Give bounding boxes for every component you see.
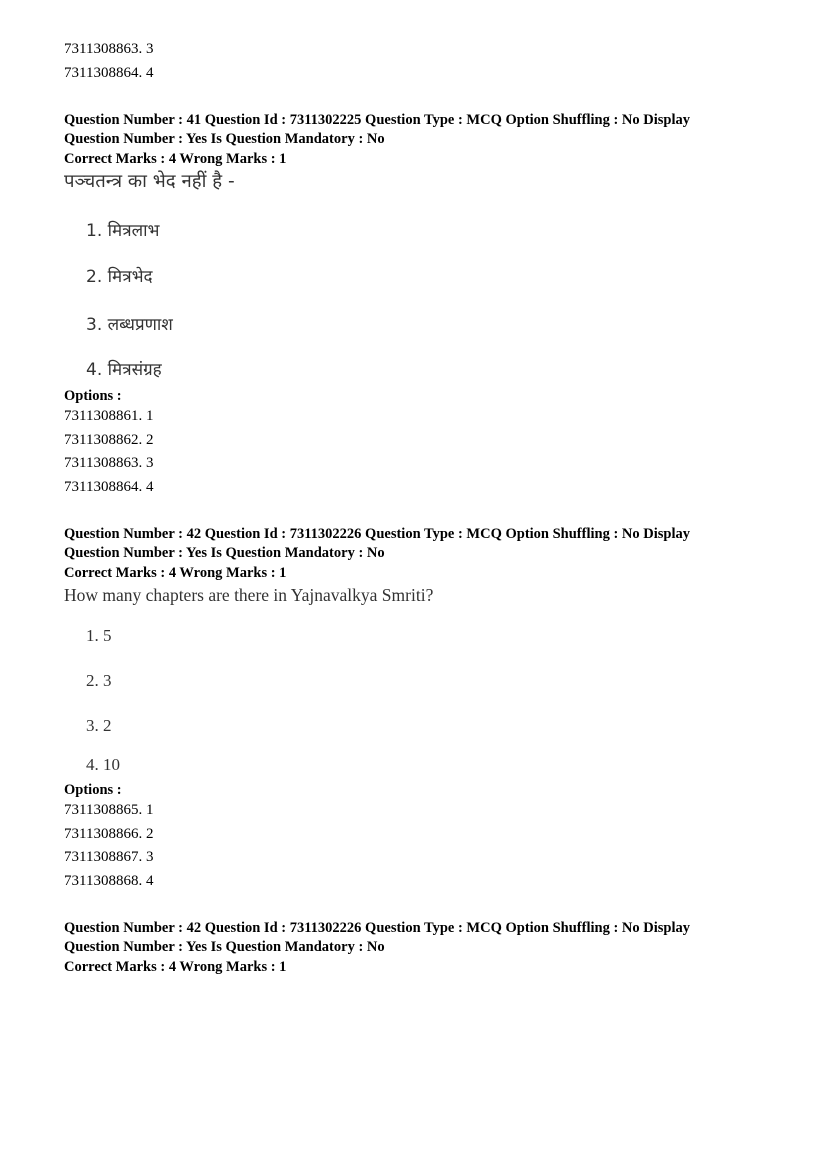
question-image — [64, 169, 784, 385]
question-42-block — [64, 525, 784, 893]
choice-3: 3. 2 — [86, 715, 112, 735]
marks-line: Correct Marks : 4 Wrong Marks : 1 — [64, 565, 287, 581]
question-42b-block — [64, 919, 784, 977]
previous-options — [64, 38, 784, 85]
question-text: पञ्चतन्त्र का भेद नहीं है - — [64, 170, 235, 192]
choice-1: 1. मित्रलाभ — [86, 220, 160, 241]
choice-3: 3. लब्धप्रणाश — [86, 314, 173, 335]
option-line: 7311308863. 3 — [64, 41, 154, 57]
question-header: Question Number : 42 Question Id : 7311302226 Question Type : MCQ Option Shuffling : No Display — [64, 920, 690, 936]
option-line: 7311308864. 4 — [64, 478, 154, 495]
option-line: 7311308861. 1 — [64, 408, 154, 424]
exam-page — [64, 38, 784, 977]
options-label: Options : — [64, 387, 122, 404]
marks-line: Correct Marks : 4 Wrong Marks : 1 — [64, 959, 287, 975]
question-image — [64, 583, 784, 779]
option-line: 7311308868. 4 — [64, 872, 154, 889]
choice-2: 2. मित्रभेद — [86, 266, 153, 287]
option-line: 7311308864. 4 — [64, 64, 154, 81]
choice-2: 2. 3 — [86, 670, 112, 690]
question-header-2: Question Number : Yes Is Question Mandatory : No — [64, 544, 385, 561]
choice-4: 4. मित्रसंग्रह — [86, 359, 162, 380]
choice-4: 4. 10 — [86, 754, 120, 774]
option-line: 7311308862. 2 — [64, 431, 154, 448]
option-line: 7311308865. 1 — [64, 802, 154, 818]
question-41-block — [64, 111, 784, 499]
option-line: 7311308863. 3 — [64, 455, 154, 471]
question-text: How many chapters are there in Yajnavalkya Smriti? — [64, 584, 434, 605]
choice-1: 1. 5 — [86, 625, 112, 645]
marks-line: Correct Marks : 4 Wrong Marks : 1 — [64, 151, 287, 167]
options-label: Options : — [64, 781, 122, 798]
question-header: Question Number : 41 Question Id : 7311302225 Question Type : MCQ Option Shuffling : No Display — [64, 112, 690, 128]
question-header-2: Question Number : Yes Is Question Mandatory : No — [64, 938, 385, 955]
question-header-2: Question Number : Yes Is Question Mandatory : No — [64, 130, 385, 147]
option-line: 7311308866. 2 — [64, 825, 154, 842]
option-line: 7311308867. 3 — [64, 849, 154, 865]
question-header: Question Number : 42 Question Id : 7311302226 Question Type : MCQ Option Shuffling : No Display — [64, 526, 690, 542]
